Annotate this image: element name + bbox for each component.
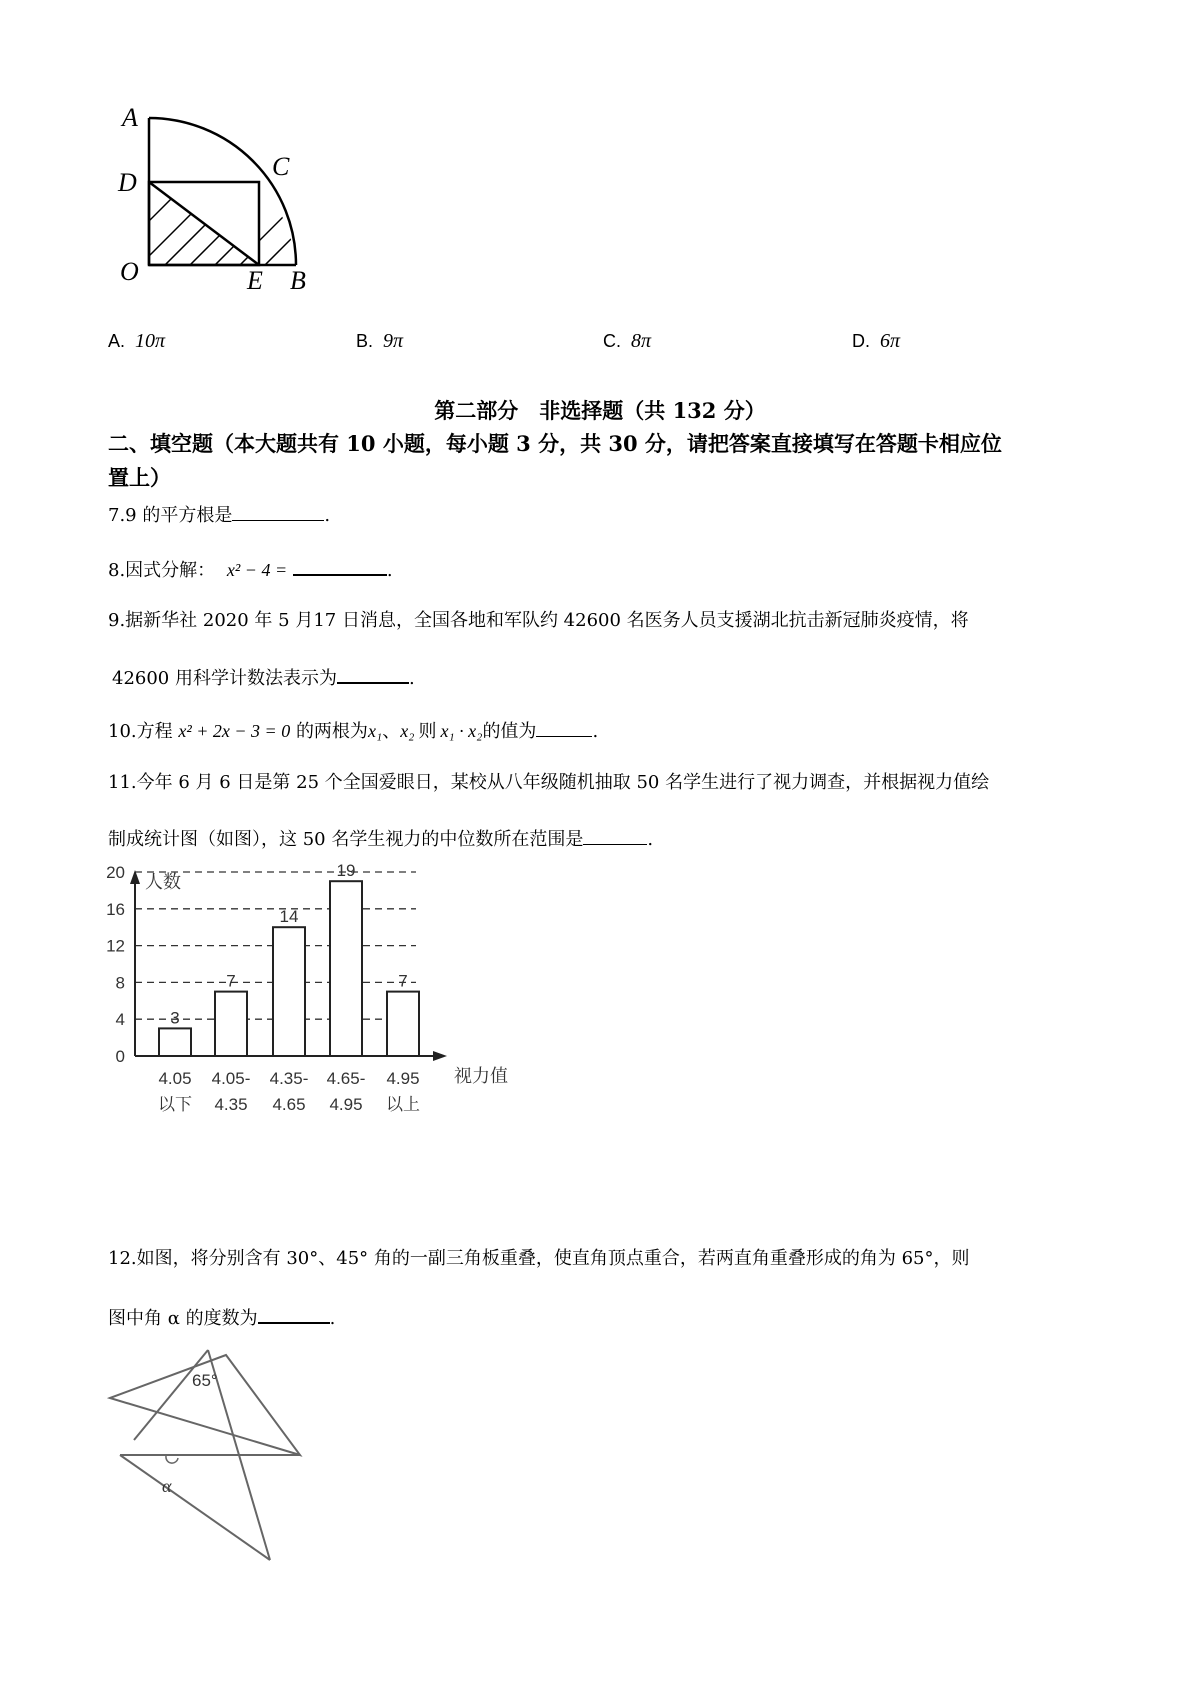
choice-value: 9π — [383, 330, 404, 352]
angle-65-label: 65° — [192, 1371, 218, 1390]
section2-line1: 二、填空题（本大题共有 10 小题，每小题 3 分，共 30 分，请把答案直接填写在答题卡相应位 — [108, 431, 1002, 456]
bar — [273, 927, 305, 1056]
choice-value: 6π — [880, 330, 901, 352]
x-tick-label: 以上 — [386, 1095, 420, 1114]
label-A: A — [122, 103, 138, 132]
choice-b[interactable] — [356, 330, 403, 353]
question-12 — [108, 1304, 335, 1328]
q10-root2: x₂ — [400, 721, 415, 741]
q7-suffix: . — [324, 505, 331, 526]
question-10 — [108, 718, 598, 741]
x-tick-label: 4.05- — [211, 1069, 251, 1088]
bar-value-label: 14 — [279, 907, 299, 927]
bar — [159, 1028, 191, 1056]
question-12-line1: 12.如图，将分别含有 30°、45° 角的一副三角板重叠，使直角顶点重合，若两直角重叠形成的角为 65°，则 — [108, 1248, 970, 1269]
q9-text: 42600 用科学计数法表示为 — [112, 668, 337, 689]
q10-then: 则 — [418, 721, 437, 742]
question-9 — [112, 664, 415, 688]
vision-bar-chart — [100, 860, 560, 1220]
q10-mid: 的两根为 — [295, 721, 368, 742]
x-tick-label: 4.35 — [214, 1095, 248, 1114]
question-7 — [108, 502, 330, 525]
section2-line2: 置上） — [108, 465, 171, 490]
bar-value-label: 7 — [226, 971, 236, 991]
q10-sep: 、 — [382, 721, 401, 742]
y-tick-label: 16 — [106, 899, 125, 919]
q11-text: 制成统计图（如图），这 50 名学生视力的中位数所在范围是 — [108, 829, 584, 850]
q12-answer-blank[interactable] — [258, 1304, 330, 1324]
q12-suffix: . — [329, 1308, 336, 1329]
question-11 — [108, 826, 653, 849]
q7-answer-blank[interactable] — [232, 502, 324, 521]
label-C: C — [272, 152, 290, 181]
y-tick-label: 4 — [115, 1010, 125, 1030]
bar-value-label: 7 — [398, 971, 408, 991]
choice-value: 8π — [631, 330, 652, 352]
question-9-line1: 9.据新华社 2020 年 5 月17 日消息，全国各地和军队约 42600 名医务人员支援湖北抗击新冠肺炎疫情，将 — [108, 610, 969, 631]
q9-answer-blank[interactable] — [337, 664, 409, 684]
x-axis-label: 视力值 — [454, 1066, 508, 1086]
label-O: O — [120, 257, 139, 286]
y-tick-label: 0 — [115, 1047, 125, 1066]
x-tick-label: 4.95 — [329, 1095, 363, 1114]
x-tick-label: 4.35- — [269, 1069, 309, 1088]
q8-text: 8.因式分解： — [108, 560, 216, 581]
bar-value-label: 3 — [170, 1008, 180, 1028]
bar — [387, 992, 419, 1056]
bar-value-label: 19 — [336, 861, 356, 881]
q11-answer-blank[interactable] — [583, 826, 647, 845]
q10-answer-blank[interactable] — [536, 718, 592, 737]
q8-expression: x² − 4 = — [226, 560, 288, 580]
bar — [215, 992, 247, 1056]
question-8 — [108, 556, 393, 580]
q11-suffix: . — [647, 829, 654, 850]
x-tick-label: 4.65 — [272, 1095, 306, 1114]
y-tick-label: 20 — [106, 863, 125, 882]
x-tick-label: 4.05 — [158, 1069, 192, 1088]
q7-text: 7.9 的平方根是 — [108, 505, 233, 526]
choice-c[interactable] — [603, 330, 651, 353]
y-axis-label: 人数 — [145, 872, 181, 892]
q10-suffix: . — [592, 721, 599, 742]
choice-letter: B. — [356, 331, 374, 351]
bar — [330, 881, 362, 1056]
q10-equation: x² + 2x − 3 = 0 — [178, 721, 291, 741]
q9-suffix: . — [408, 668, 415, 689]
q10-text: 10.方程 — [108, 721, 173, 742]
choice-value: 10π — [135, 330, 166, 352]
q12-text: 图中角 α 的度数为 — [108, 1308, 258, 1329]
choice-letter: C. — [603, 331, 621, 351]
choice-a[interactable] — [108, 330, 165, 353]
choice-letter: D. — [852, 331, 870, 351]
y-tick-label: 8 — [115, 973, 125, 993]
x-tick-label: 4.95 — [386, 1069, 420, 1088]
figure-quarter-circle — [110, 100, 350, 300]
label-D: D — [118, 168, 137, 197]
alpha-label: α — [162, 1476, 172, 1496]
q10-root1: x₁ — [367, 721, 383, 741]
label-B: B — [290, 266, 306, 295]
question-11-line1: 11.今年 6 月 6 日是第 25 个全国爱眼日，某校从八年级随机抽取 50 名学生进行了视力调查，并根据视力值绘 — [108, 772, 990, 793]
choice-letter: A. — [108, 331, 126, 351]
x-axis-arrow — [433, 1051, 447, 1061]
x-tick-label: 4.65- — [326, 1069, 366, 1088]
q10-product: x₁ · x₂ — [440, 721, 483, 741]
part2-title: 第二部分 非选择题（共 132 分） — [434, 398, 766, 423]
choice-d[interactable] — [852, 330, 900, 353]
q8-suffix: . — [386, 560, 393, 581]
q8-answer-blank[interactable] — [293, 556, 387, 576]
q10-tail: 的值为 — [482, 721, 537, 742]
label-E: E — [247, 266, 263, 295]
x-tick-label: 以下 — [158, 1095, 192, 1114]
y-tick-label: 12 — [106, 936, 125, 956]
figure-triangles — [100, 1330, 340, 1570]
